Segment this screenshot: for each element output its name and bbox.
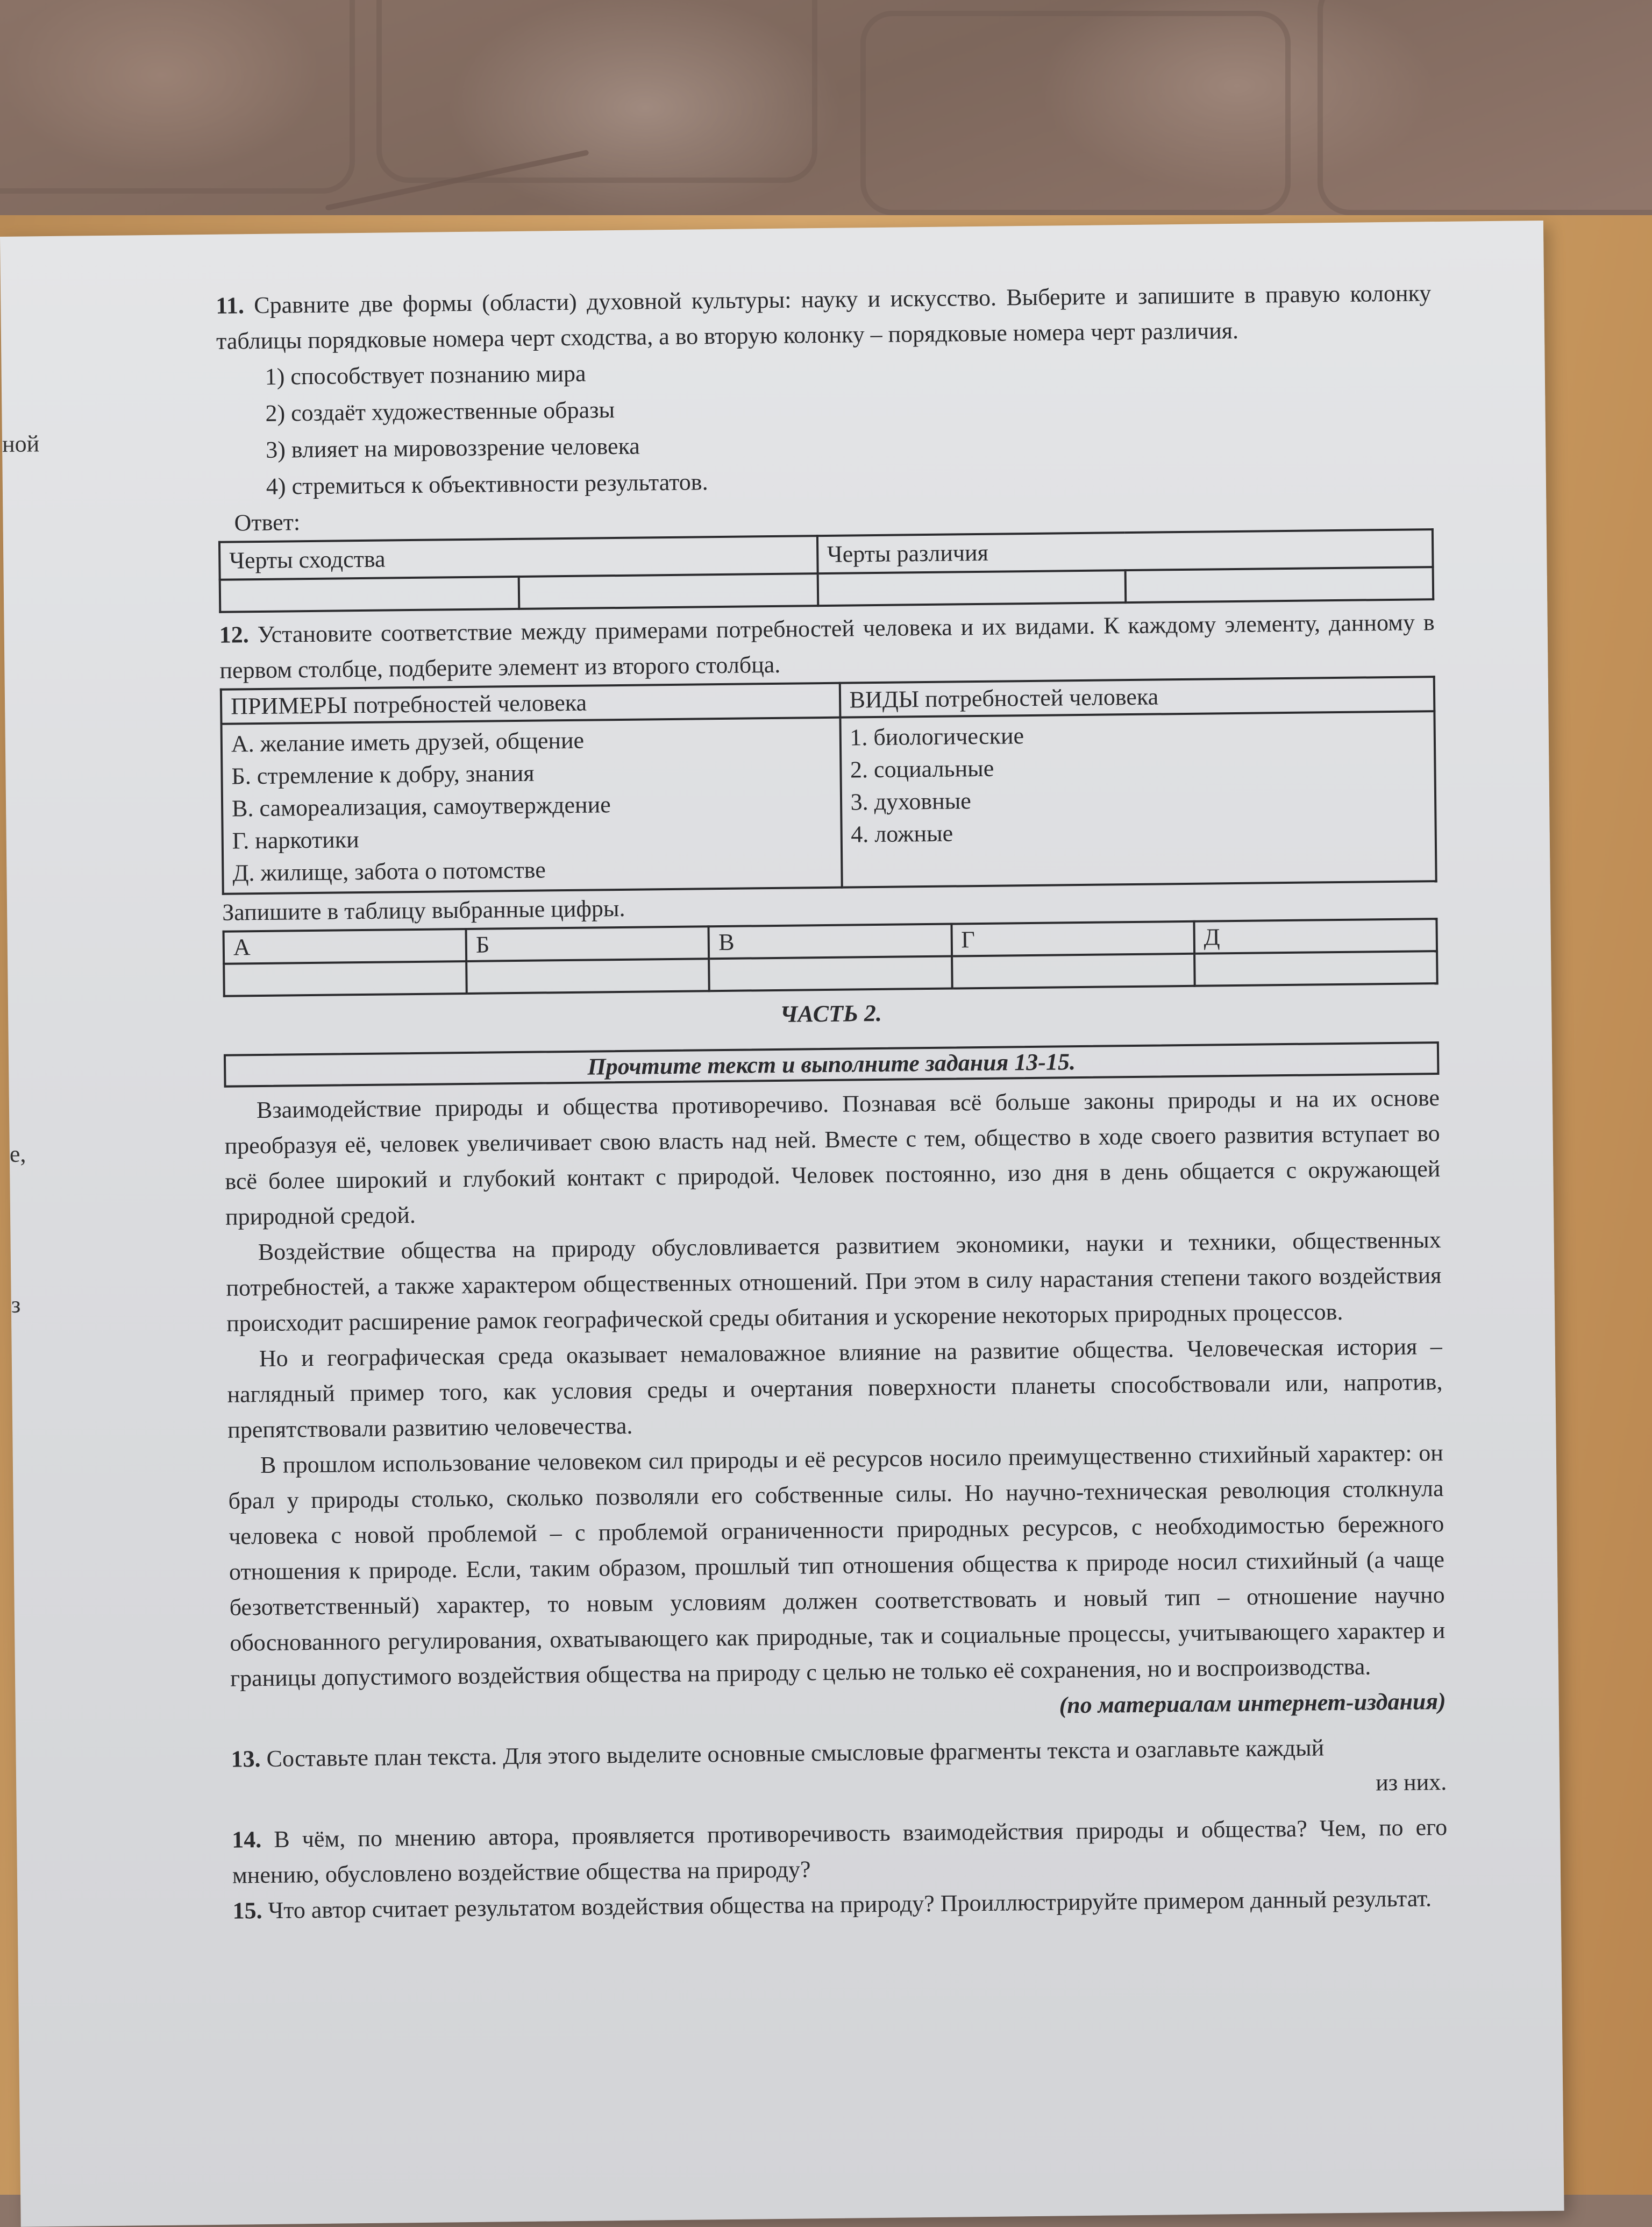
option-item: 3) влияет на мировоззрение человека — [265, 432, 640, 463]
option-item: 4) стремиться к объективности результатов. — [266, 469, 708, 500]
margin-fragment: з — [11, 1291, 21, 1318]
floor-stone — [0, 0, 355, 194]
text-paragraph: В прошлом использование человеком сил природы и её ресурсов носило преимущественно стихийный характер: он брал у природы столько, сколько позволяли его собственные силы. Но научно-техническая революция столкнула человека с новой проблемой – с проблемой ограниченности природных ресурсов, с необходимостью бережного отношения к природе. Если, таким образом, прошлый тип отношения общества к природе носил стихийный (а чаще безответственный) характер, то новым условиям должен соответствовать и новый тип – отношение научно обоснованного регулирования, охватывающего как природные, так и социальные процессы, учитывающего характер и границы допустимого воздействия общества на природу с целью не только её сохранения, но и воспроизводства. — [228, 1439, 1446, 1692]
kinds-column — [840, 711, 1436, 888]
answer-header-g: Г — [951, 921, 1194, 956]
part-2-title: ЧАСТЬ 2. — [780, 999, 882, 1027]
table-header-similarities: Черты сходства — [219, 536, 818, 580]
table-header-differences: Черты различия — [817, 529, 1433, 573]
answer-cell[interactable] — [466, 959, 709, 994]
text-paragraph: Взаимодействие природы и общества противоречиво. Познавая всё больше законы природы и на их основе преобразуя её, человек увеличивает свою власть над ней. Вместе с тем, общество в ходе своего развития вступает во всё более широкий и глубокий контакт с природой. Человек постоянно, изо дня в день общается с окружающей природной средой. — [224, 1084, 1441, 1230]
margin-fragment: ной — [2, 430, 40, 457]
floor-stone — [860, 11, 1291, 215]
column-header-examples: ПРИМЕРЫ потребностей человека — [221, 683, 840, 724]
task-number: 11. — [216, 292, 245, 319]
question-14 — [232, 1810, 1448, 1893]
task-12-instruction: Запишите в таблицу выбранные цифры. — [222, 895, 625, 926]
option-item: 1) способствует познанию мира — [265, 360, 586, 390]
kind-item: 1. биологические — [850, 722, 1024, 751]
task-11-answer-table — [218, 528, 1434, 613]
example-item: А. желание иметь друзей, общение — [231, 727, 585, 757]
option-item: 2) создаёт художественные образы — [265, 396, 615, 427]
question-13-tail: из них. — [1375, 1768, 1447, 1796]
examples-column — [222, 718, 842, 894]
task-12-matching-table — [220, 676, 1437, 895]
task-number: 12. — [219, 621, 250, 648]
answer-cell[interactable] — [224, 961, 467, 996]
answer-cell[interactable] — [818, 570, 1126, 606]
floor-stone — [376, 0, 817, 183]
question-number: 15. — [232, 1897, 262, 1924]
column-header-kinds: ВИДЫ потребностей человека — [839, 677, 1434, 718]
question-number: 13. — [231, 1746, 261, 1772]
example-item: Д. жилище, забота о потомстве — [232, 856, 546, 886]
answer-cell[interactable] — [709, 956, 952, 991]
question-text: Составьте план текста. Для этого выделите основные смысловые фрагменты текста и озаглавьте каждый — [266, 1734, 1325, 1772]
worksheet-page — [0, 221, 1564, 2227]
task-text: Сравните две формы (области) духовной культуры: науку и искусство. Выберите и запишите в правую колонку таблицы порядковые номера черт сходства, а во вторую колонку – порядковые номера черт различия. — [216, 280, 1432, 354]
answer-header-a: А — [224, 929, 467, 964]
answer-cell[interactable] — [519, 573, 818, 609]
task-12-prompt — [219, 605, 1435, 689]
question-text: Что автор считает результатом воздействия общества на природу? Проиллюстрируйте примером данный результат. — [268, 1885, 1432, 1924]
answer-cell[interactable] — [1194, 951, 1437, 986]
margin-fragment: е, — [9, 1140, 26, 1167]
kind-item: 4. ложные — [851, 820, 953, 848]
text-paragraph: Воздействие общества на природу обусловливается развитием экономики, науки и техники, общественных потребностей, а также характером общественных отношений. При этом в силу нарастания степени такого воздействия происходит расширение рамок географической среды обитания и ускорение некоторых природных процессов. — [226, 1226, 1442, 1337]
answer-cell[interactable] — [952, 954, 1195, 989]
answer-cell[interactable] — [220, 577, 519, 612]
text-paragraph: Но и географическая среда оказывает немаловажное влияние на развитие общества. Человеческая история – наглядный пример того, как условия среды и очертания поверхности планеты способствовали или, напротив, препятствовали развитию человечества. — [227, 1333, 1443, 1443]
answer-header-v: В — [709, 924, 952, 959]
answer-header-b: Б — [466, 926, 709, 961]
task-11-prompt — [216, 275, 1432, 359]
example-item: В. самореализация, самоутверждение — [231, 791, 611, 822]
example-item: Г. наркотики — [232, 826, 359, 854]
kind-item: 2. социальные — [850, 755, 994, 783]
kind-item: 3. духовные — [850, 788, 972, 815]
answer-label: Ответ: — [234, 509, 301, 536]
source-citation: (по материалам интернет-издания) — [1059, 1687, 1446, 1719]
question-number: 14. — [231, 1826, 262, 1853]
task-12-answer-table — [223, 918, 1439, 997]
answer-header-d: Д — [1194, 919, 1437, 954]
reading-instruction-box: Прочтите текст и выполните задания 13-15. — [224, 1041, 1440, 1088]
floor-stone — [1318, 0, 1652, 215]
task-text: Установите соответствие между примерами потребностей человека и их видами. К каждому элементу, данному в первом столбце, подберите элемент из второго столбца. — [219, 609, 1435, 684]
question-text: В чём, по мнению автора, проявляется противоречивость взаимодействия природы и общества? Чем, по его мнению, обусловлено воздействие общества на природу? — [232, 1813, 1448, 1889]
example-item: Б. стремление к добру, знания — [231, 760, 535, 790]
worksheet-content — [216, 275, 1448, 1928]
answer-cell[interactable] — [1125, 567, 1433, 602]
